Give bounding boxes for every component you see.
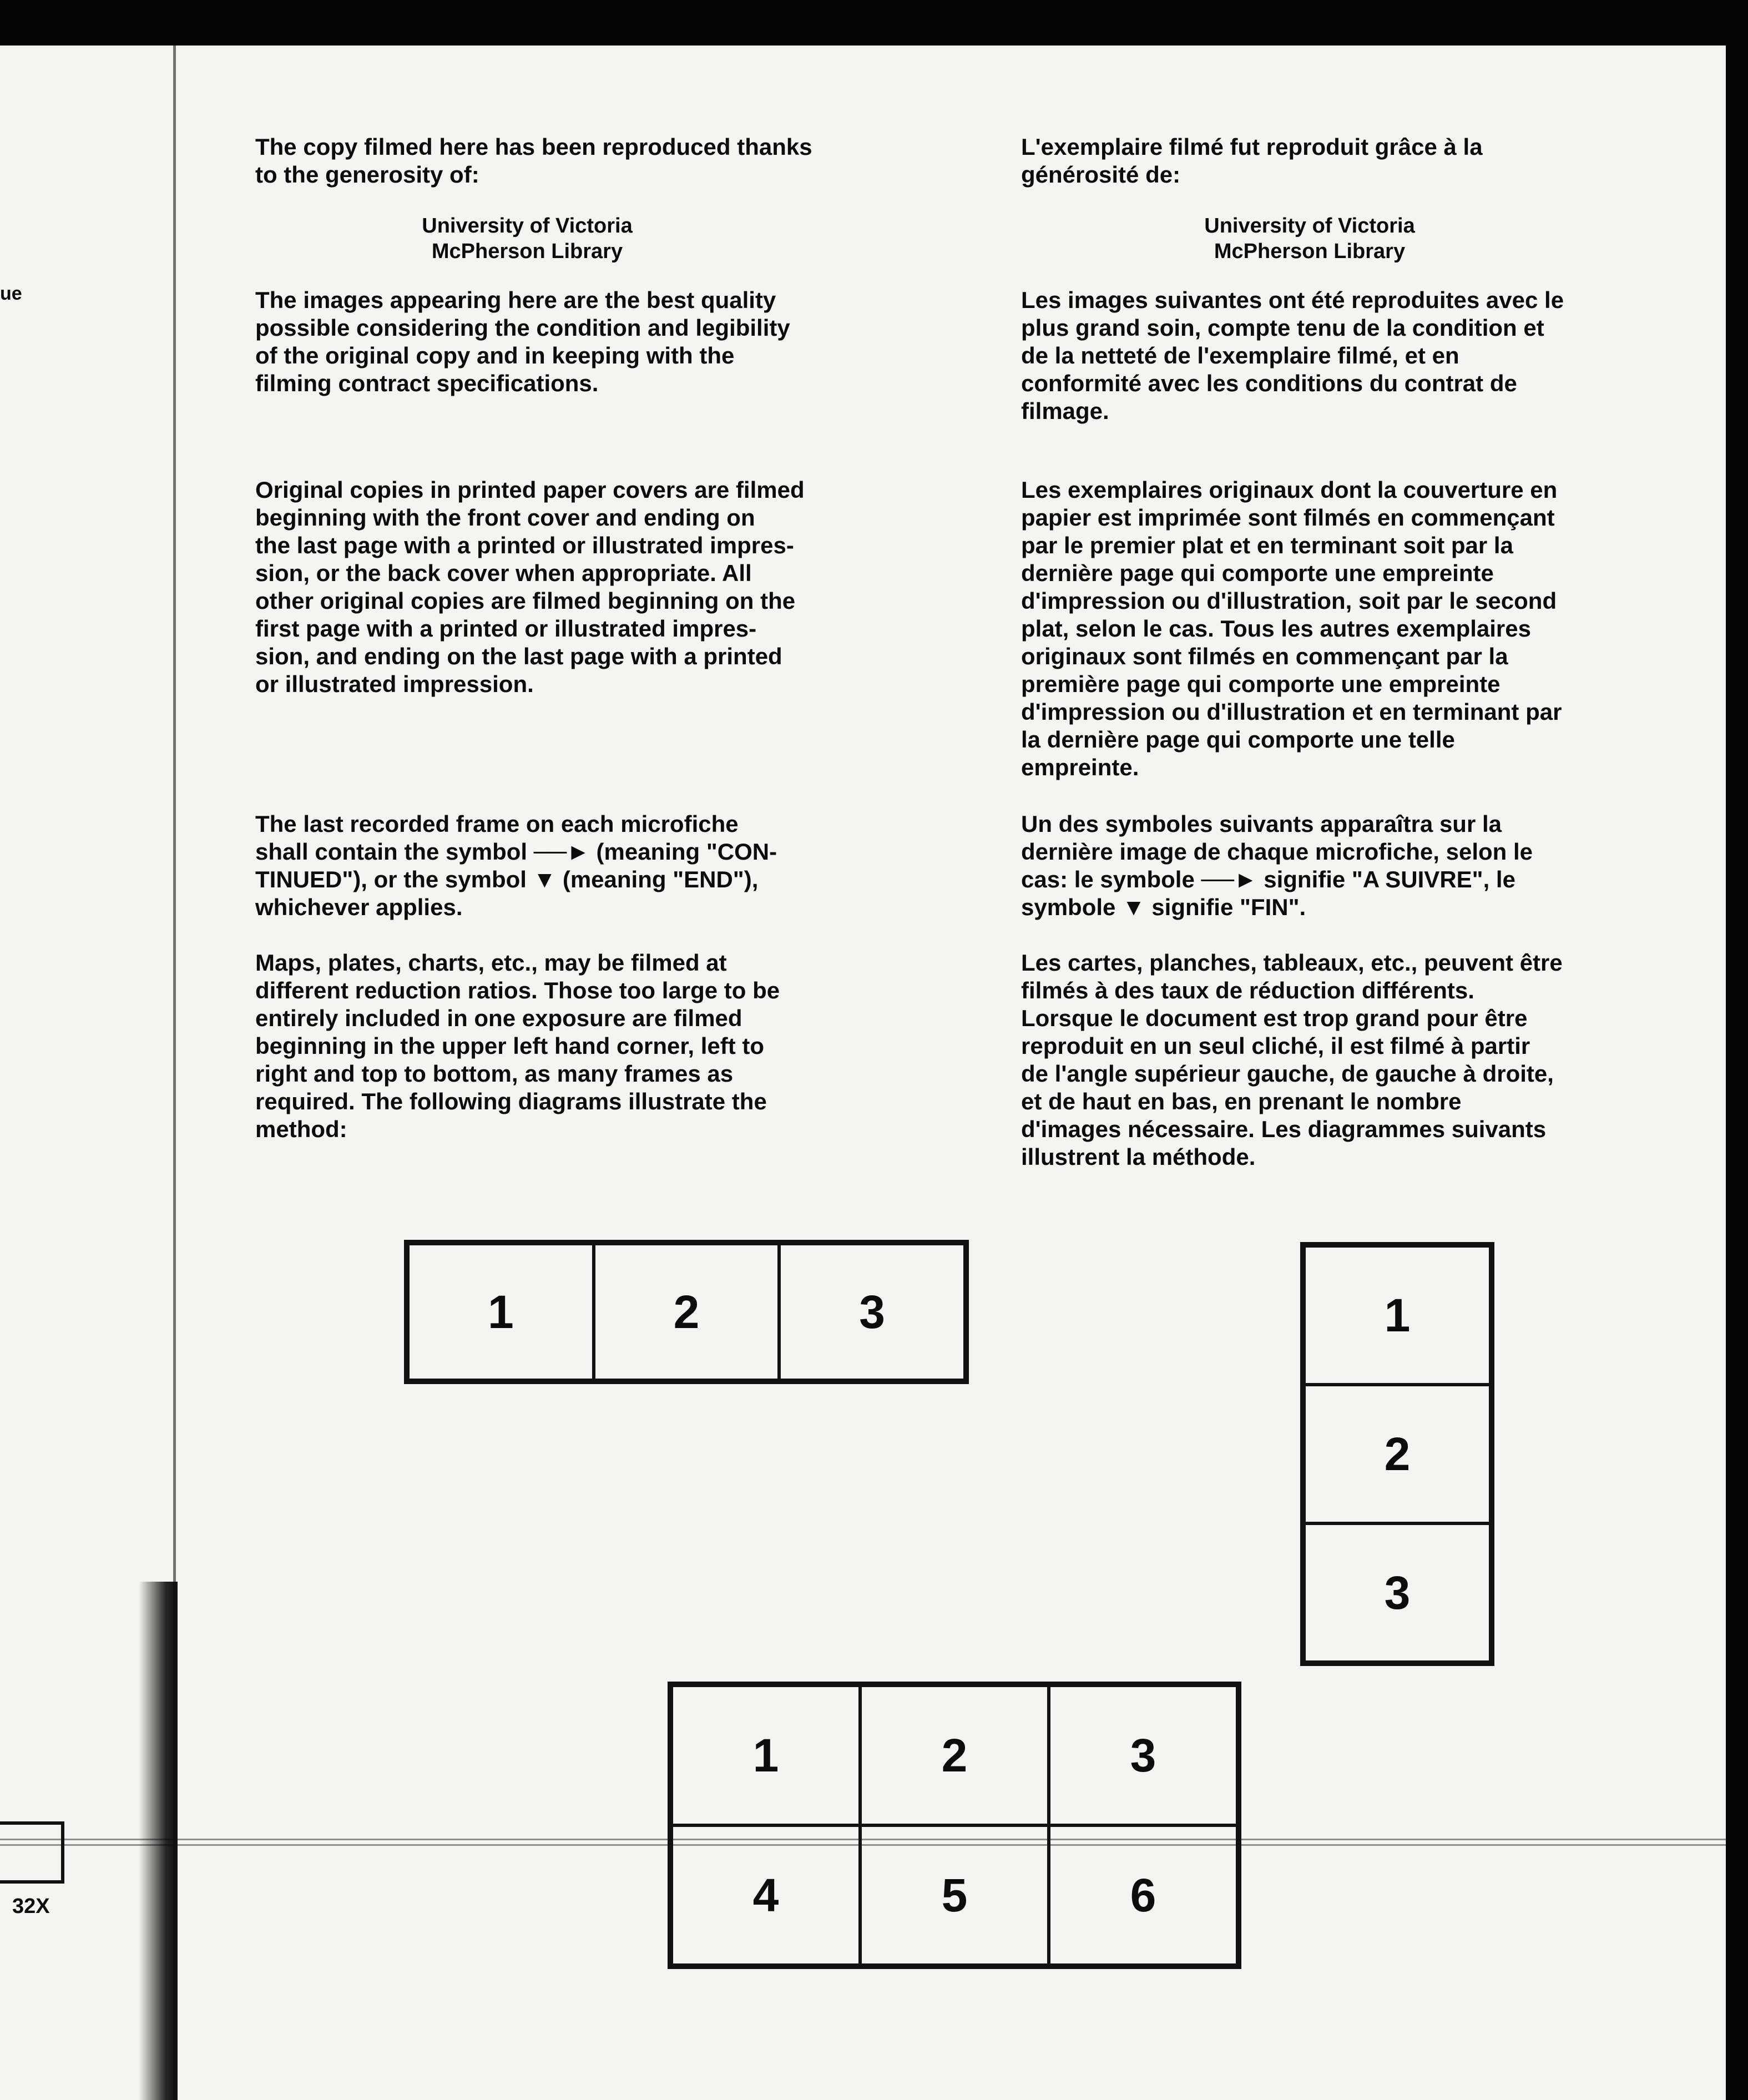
library-line-2: McPherson Library — [431, 240, 623, 263]
quality-paragraph-fr: Les images suivantes ont été reproduites avec le plus grand soin, compte tenu de la condition et de la netteté de l'exemplaire filmé, et en conformité avec les conditions du contrat de filmage. — [1021, 287, 1564, 424]
frame-cell: 2 — [860, 1685, 1049, 1825]
french-column — [1021, 133, 1698, 1171]
diagram-horizontal-frames — [404, 1240, 969, 1384]
maps-paragraph: Maps, plates, charts, etc., may be filmed at different reduction ratios. Those too large to be entirely included in one exposure are filmed beginning in the upper left hand corner, left to right and top to bottom, as many frames as required. The following diagrams illustrate the method: — [255, 950, 780, 1142]
quality-paragraph: The images appearing here are the best quality possible considering the condition and legibility of the original copy and in keeping with the filming contract specifications. — [255, 287, 790, 396]
maps-paragraph-fr: Les cartes, planches, tableaux, etc., peuvent être filmés à des taux de réduction différents. Lorsque le document est trop grand pour être reproduit en un seul cliché, il est filmé à partir de l'angle supérieur gauche, de gauche à droite, et de haut en bas, en prenant le nombre d'images nécessaire. Les diagrammes suivants illustrent la méthode. — [1021, 950, 1563, 1170]
english-column — [255, 133, 899, 1143]
cover-paragraph-fr: Les exemplaires originaux dont la couverture en papier est imprimée sont filmés en commençant par le premier plat et en terminant soit par la dernière page qui comporte une empreinte d'impression ou d'illustration, soit par le second plat, selon le cas. Tous les autres exemplaires originaux sont filmés en commençant par la première page qui comporte une empreinte d'impression ou d'illustration et en terminant par la dernière page qui comporte une telle empreinte. — [1021, 477, 1562, 780]
library-name-fr — [1021, 213, 1598, 264]
frame-cell: 1 — [671, 1685, 860, 1825]
page-shadow — [139, 1582, 178, 2100]
frame-cell: 2 — [1304, 1385, 1491, 1523]
frame-cell: 3 — [1049, 1685, 1237, 1825]
frame-cell: 4 — [671, 1825, 860, 1965]
margin-target-box — [0, 1821, 64, 1884]
diagram-grid-frames — [668, 1682, 1241, 1969]
frame-cell: 3 — [1304, 1523, 1491, 1662]
frame-cell: 2 — [594, 1244, 780, 1380]
acknowledgement-text-fr: L'exemplaire filmé fut reproduit grâce à la générosité de: — [1021, 134, 1483, 188]
library-line-1-fr: University of Victoria — [1204, 214, 1415, 238]
frame-cell: 1 — [408, 1244, 594, 1380]
frame-cell: 6 — [1049, 1825, 1237, 1965]
frame-cell: 1 — [1304, 1246, 1491, 1385]
margin-fragment-text: ue — [0, 283, 22, 304]
acknowledgement-text: The copy filmed here has been reproduced thanks to the generosity of: — [255, 134, 812, 188]
scan-right-border — [1726, 0, 1748, 2100]
frame-cell: 3 — [779, 1244, 965, 1380]
library-name — [277, 213, 777, 264]
cover-paragraph: Original copies in printed paper covers are filmed beginning with the front cover and ending on the last page with a printed or illustrated impres- sion, or the back cover when appropriate. All other original copies are filmed beginning on the first page with a printed or illustrated impres- sion, and ending on the last page with a printed or illustrated impression. — [255, 477, 805, 697]
diagram-vertical-frames — [1300, 1242, 1494, 1666]
symbol-paragraph: The last recorded frame on each microfiche shall contain the symbol ──► (meaning "CON- TINUED"), or the symbol ▼ (meaning "END"), whichever applies. — [255, 811, 777, 920]
reduction-ratio-label: 32X — [12, 1895, 50, 1918]
frame-cell: 5 — [860, 1825, 1049, 1965]
scan-top-border — [0, 0, 1748, 46]
symbol-paragraph-fr: Un des symboles suivants apparaîtra sur la dernière image de chaque microfiche, selon le cas: le symbole ──► signifie "A SUIVRE", le symbole ▼ signifie "FIN". — [1021, 811, 1533, 920]
library-line-2-fr: McPherson Library — [1214, 240, 1406, 263]
library-line-1: University of Victoria — [422, 214, 633, 238]
